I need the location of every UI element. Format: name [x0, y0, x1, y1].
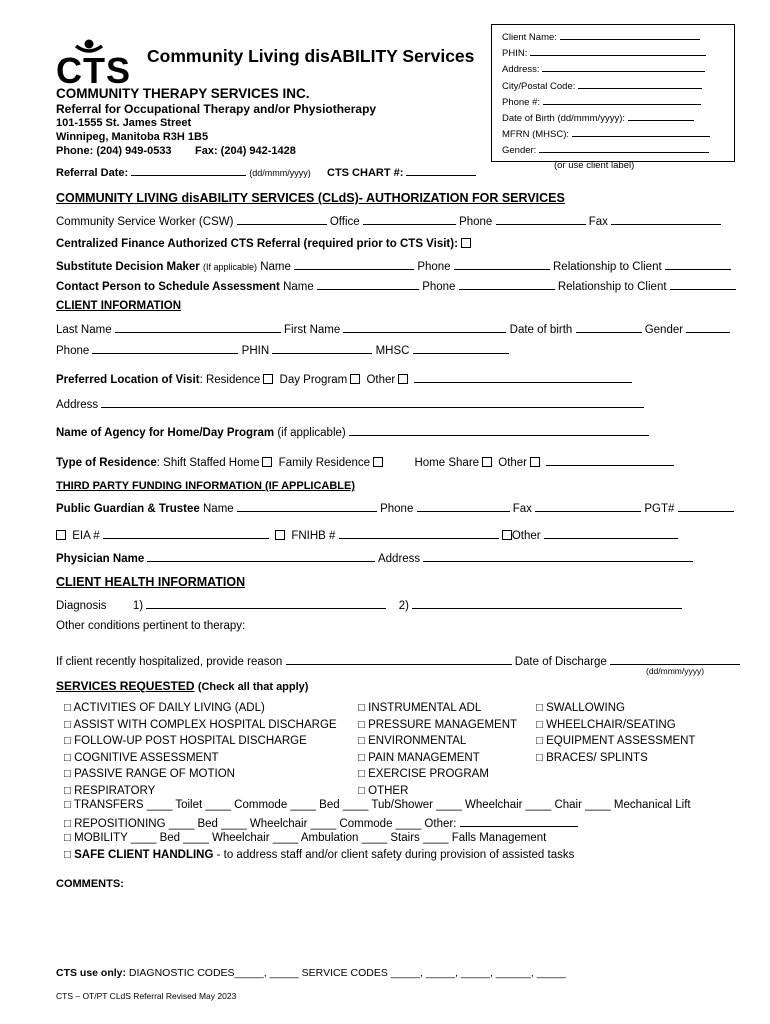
physician-input[interactable] — [147, 551, 375, 562]
guardian-label: Public Guardian & Trustee — [56, 503, 200, 515]
cts-use-row — [56, 967, 566, 979]
services-heading: SERVICES REQUESTED — [56, 679, 195, 693]
contact-relationship-input[interactable] — [670, 279, 736, 290]
client-phin-label: PHIN: — [502, 48, 528, 60]
pgt-input[interactable] — [678, 501, 734, 512]
family-residence-label: Family Residence — [278, 457, 371, 469]
client-phone-label: Phone #: — [502, 96, 541, 108]
residence-checkbox[interactable] — [263, 374, 273, 384]
dob-label: Date of birth — [509, 324, 573, 336]
home-share-label: Home Share — [414, 457, 480, 469]
transfers-row[interactable]: □ TRANSFERS ____ Toilet ____ Commode ____ Bed ____ Tub/Shower ____ Wheelchair ____ Chair ____ Mechanical Lift — [64, 799, 691, 811]
shift-staffed-checkbox[interactable] — [262, 457, 272, 467]
client-label-note: (or use client label) — [554, 159, 635, 171]
client-info-heading: CLIENT INFORMATION — [56, 300, 181, 312]
comments-label: COMMENTS: — [56, 878, 124, 890]
footer: CTS – OT/PT CLdS Referral Revised May 2023 — [56, 991, 237, 1001]
pref-location-label: Preferred Location of Visit — [56, 374, 200, 386]
funding-other-label: Other — [511, 530, 541, 542]
client-city-row[interactable] — [502, 78, 724, 94]
guardian-name-input[interactable] — [237, 501, 377, 512]
cts-logo-icon — [56, 38, 131, 91]
safe-handling-row[interactable] — [64, 849, 574, 861]
service-option[interactable]: □ RESPIRATORY — [64, 784, 156, 797]
sdm-row — [56, 259, 731, 273]
csw-row — [56, 214, 721, 228]
day-program-checkbox[interactable] — [350, 374, 360, 384]
diagnosis-1-label: 1) — [132, 600, 144, 612]
hospitalized-input[interactable] — [286, 654, 512, 665]
service-option[interactable]: □ OTHER — [358, 784, 409, 797]
repositioning-other-input[interactable] — [460, 816, 578, 827]
residence-type-row: Type of Residence: Shift Staffed Home Family Residence Home Share Other — [56, 455, 674, 469]
agency-row — [56, 425, 649, 439]
last-name-label: Last Name — [56, 324, 112, 336]
funding-heading: THIRD PARTY FUNDING INFORMATION (IF APPLICABLE) — [56, 480, 356, 492]
client-name-label: Client Name: — [502, 32, 557, 43]
fnihb-checkbox[interactable] — [275, 530, 285, 540]
client-phin-row[interactable] — [502, 45, 724, 61]
cts-use-label: CTS use only: — [56, 967, 127, 979]
client-label-box — [491, 24, 735, 171]
funding-other-input[interactable] — [544, 528, 678, 539]
referral-date-input[interactable] — [131, 165, 246, 176]
fnihb-input[interactable] — [339, 528, 499, 539]
client-phone-field-label: Phone — [56, 345, 90, 357]
chart-input[interactable] — [406, 165, 476, 176]
client-dob-label: Date of Birth (dd/mmm/yyyy): — [502, 113, 625, 125]
fnihb-label: FNIHB # — [291, 530, 336, 542]
services-heading-note: (Check all that apply) — [197, 681, 309, 693]
services-col-2 — [358, 700, 517, 799]
cts-use-codes[interactable]: DIAGNOSTIC CODES_____, _____ SERVICE CODES _____, _____, _____, ______, _____ — [126, 967, 566, 979]
funding-sources-row — [56, 528, 678, 542]
res-other-label: Other — [498, 457, 528, 469]
office-label: Office — [329, 216, 360, 228]
guardian-fax-label: Fax — [512, 503, 532, 515]
physician-row — [56, 551, 693, 565]
safe-handling-note: - to address staff and/or client safety during provision of assisted tasks — [213, 849, 575, 861]
svg-text:CTS: CTS — [56, 50, 131, 91]
repositioning-row[interactable] — [64, 816, 578, 830]
agency-note: (if applicable) — [277, 427, 346, 439]
org-phone: Phone: (204) 949-0533 — [56, 145, 172, 157]
sdm-note: (If applicable) — [203, 262, 258, 272]
company-name: COMMUNITY THERAPY SERVICES INC. — [56, 86, 310, 101]
mhsc-input[interactable] — [413, 343, 509, 354]
guardian-row — [56, 501, 734, 515]
client-gender-label: Gender: — [502, 145, 537, 157]
contact-row — [56, 279, 736, 293]
discharge-format: (dd/mmm/yyyy) — [646, 666, 705, 676]
pref-other-checkbox[interactable] — [398, 374, 408, 384]
other-conditions-label: Other conditions pertinent to therapy: — [56, 620, 246, 632]
services-col-1 — [64, 700, 337, 799]
first-name-input[interactable] — [343, 322, 506, 333]
eia-checkbox[interactable] — [56, 530, 66, 540]
referral-date-row — [56, 165, 311, 179]
auth-heading: COMMUNITY LIVING disABILITY SERVICES (CLdS)- AUTHORIZATION FOR SERVICES — [56, 191, 565, 205]
diagnosis-label: Diagnosis — [56, 600, 107, 612]
repositioning-label: □ REPOSITIONING ____ Bed ____ Wheelchair ____ Commode ____ Other: — [64, 818, 457, 830]
dob-input[interactable] — [576, 322, 642, 333]
client-phone-input[interactable] — [92, 343, 238, 354]
service-option[interactable]: □ WHEELCHAIR/SEATING — [536, 718, 676, 731]
centralized-row — [56, 238, 474, 250]
eia-label: EIA # — [72, 530, 100, 542]
residence-type-label: Type of Residence — [56, 457, 157, 469]
home-share-checkbox[interactable] — [482, 457, 492, 467]
sdm-label: Substitute Decision Maker — [56, 261, 200, 273]
client-mfrn-row[interactable] — [502, 126, 724, 142]
service-option[interactable]: □ PASSIVE RANGE OF MOTION — [64, 768, 235, 780]
contact-relationship-label: Relationship to Client — [557, 281, 667, 293]
centralized-checkbox[interactable] — [461, 238, 471, 248]
residence-label: Residence — [205, 374, 261, 386]
sdm-name-input[interactable] — [294, 259, 414, 270]
service-option[interactable]: □ EXERCISE PROGRAM — [358, 768, 489, 780]
physician-label: Physician Name — [56, 553, 145, 565]
family-residence-checkbox[interactable] — [373, 457, 383, 467]
phone-row — [56, 343, 509, 357]
res-other-checkbox[interactable] — [530, 457, 540, 467]
agency-label: Name of Agency for Home/Day Program — [56, 427, 275, 439]
service-option[interactable]: □ FOLLOW-UP POST HOSPITAL DISCHARGE — [64, 735, 307, 747]
client-address-input[interactable] — [101, 397, 644, 408]
day-program-label: Day Program — [279, 374, 348, 386]
org-title: Community Living disABILITY Services — [147, 46, 475, 66]
service-option[interactable]: □ ENVIRONMENTAL — [358, 735, 467, 747]
client-address-row[interactable] — [502, 61, 724, 77]
centralized-label: Centralized Finance Authorized CTS Referral (required prior to CTS Visit): — [56, 238, 458, 250]
gender-input[interactable] — [686, 322, 730, 333]
sdm-relationship-label: Relationship to Client — [553, 261, 662, 273]
contact-phone-label: Phone — [422, 281, 456, 293]
pref-other-label: Other — [366, 374, 396, 386]
contact-name-label: Name — [283, 281, 314, 293]
guardian-phone-label: Phone — [380, 503, 414, 515]
funding-other-checkbox[interactable] — [502, 530, 512, 540]
health-heading: CLIENT HEALTH INFORMATION — [56, 575, 246, 589]
client-dob-row[interactable] — [502, 110, 724, 126]
csw-phone-input[interactable] — [496, 214, 586, 225]
agency-input[interactable] — [349, 425, 649, 436]
org-address-2: Winnipeg, Manitoba R3H 1B5 — [56, 131, 209, 143]
guardian-name-label: Name — [203, 503, 234, 515]
client-mfrn-label: MFRN (MHSC): — [502, 129, 570, 141]
gender-label: Gender — [644, 324, 684, 336]
csw-label: Community Service Worker (CSW) — [56, 216, 234, 228]
sdm-phone-input[interactable] — [454, 259, 550, 270]
services-heading-row — [56, 679, 308, 693]
sdm-phone-label: Phone — [417, 261, 451, 273]
diagnosis-row — [56, 598, 682, 612]
phin-input[interactable] — [272, 343, 372, 354]
pgt-label: PGT# — [644, 503, 675, 515]
client-phone-row[interactable] — [502, 94, 724, 110]
comments-area[interactable] — [56, 895, 736, 955]
service-option[interactable]: □ ACTIVITIES OF DAILY LIVING (ADL) — [64, 702, 265, 714]
contact-phone-input[interactable] — [459, 279, 555, 290]
service-option[interactable]: □ PAIN MANAGEMENT — [358, 751, 480, 764]
client-name-row[interactable] — [502, 29, 724, 45]
safe-handling-label: □ SAFE CLIENT HANDLING — [64, 849, 214, 861]
referral-date-format: (dd/mmm/yyyy) — [249, 168, 311, 178]
referral-date-label: Referral Date: — [56, 167, 129, 179]
csw-phone-label: Phone — [459, 216, 493, 228]
office-input[interactable] — [363, 214, 456, 225]
phin-label: PHIN — [241, 345, 270, 357]
mhsc-label: MHSC — [375, 345, 410, 357]
service-option[interactable]: □ PRESSURE MANAGEMENT — [358, 718, 518, 731]
hospitalized-label: If client recently hospitalized, provide reason — [56, 656, 283, 668]
org-address-1: 101-1555 St. James Street — [56, 117, 192, 129]
services-col-3 — [536, 700, 695, 766]
csw-fax-label: Fax — [588, 216, 608, 228]
csw-fax-input[interactable] — [611, 214, 721, 225]
diagnosis-2-input[interactable] — [412, 598, 682, 609]
service-option[interactable]: □ BRACES/ SPLINTS — [536, 751, 648, 764]
client-address-field-label: Address — [56, 399, 99, 411]
physician-address-label: Address — [377, 553, 421, 565]
physician-address-input[interactable] — [423, 551, 693, 562]
last-name-input[interactable] — [115, 322, 281, 333]
pref-location-row: Preferred Location of Visit: Residence Day Program Other — [56, 372, 632, 386]
diagnosis-2-label: 2) — [398, 600, 409, 612]
csw-input[interactable] — [237, 214, 327, 225]
org-fax: Fax: (204) 942-1428 — [195, 145, 296, 157]
contact-name-input[interactable] — [317, 279, 419, 290]
pref-other-input[interactable] — [414, 372, 632, 383]
diagnosis-1-input[interactable] — [146, 598, 386, 609]
res-other-input[interactable] — [546, 455, 674, 466]
chart-label: CTS CHART #: — [327, 167, 404, 179]
referral-title: Referral for Occupational Therapy and/or Physiotherapy — [56, 102, 377, 116]
service-option[interactable]: □ COGNITIVE ASSESSMENT — [64, 751, 219, 764]
service-option[interactable]: □ INSTRUMENTAL ADL — [358, 702, 482, 714]
mobility-row[interactable]: □ MOBILITY ____ Bed ____ Wheelchair ____ Ambulation ____ Stairs ____ Falls Management — [64, 832, 547, 844]
client-gender-row[interactable] — [502, 142, 724, 158]
guardian-fax-input[interactable] — [535, 501, 641, 512]
service-option[interactable]: □ EQUIPMENT ASSESSMENT — [536, 735, 696, 747]
discharge-label: Date of Discharge — [514, 656, 607, 668]
client-city-label: City/Postal Code: — [502, 80, 576, 92]
sdm-relationship-input[interactable] — [665, 259, 731, 270]
service-option[interactable]: □ ASSIST WITH COMPLEX HOSPITAL DISCHARGE — [64, 718, 337, 731]
service-option[interactable]: □ SWALLOWING — [536, 702, 625, 714]
eia-input[interactable] — [103, 528, 269, 539]
address-row — [56, 397, 644, 411]
name-row — [56, 322, 730, 336]
sdm-name-label: Name — [260, 261, 291, 273]
shift-staffed-label: Shift Staffed Home — [163, 457, 260, 469]
contact-label: Contact Person to Schedule Assessment — [56, 281, 280, 293]
client-address-label: Address: — [502, 64, 540, 76]
discharge-input[interactable] — [610, 654, 740, 665]
chart-row — [327, 165, 476, 179]
guardian-phone-input[interactable] — [417, 501, 510, 512]
first-name-label: First Name — [284, 324, 341, 336]
hospitalized-row — [56, 654, 740, 668]
